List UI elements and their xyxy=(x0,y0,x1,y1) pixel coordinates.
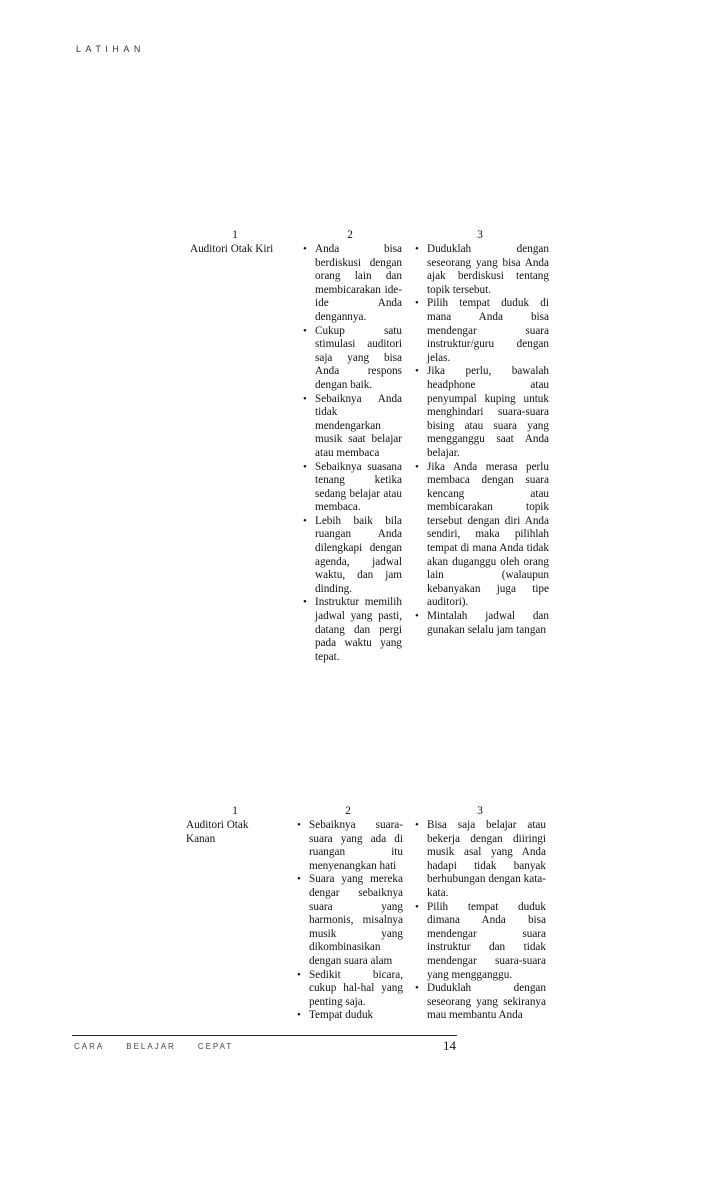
column-number: 1 xyxy=(232,805,238,817)
column-2-list xyxy=(297,819,403,1023)
column-number: 2 xyxy=(347,229,353,241)
list-item: • Sedikit bicara, cukup hal-hal yang penting saja. xyxy=(297,969,403,1010)
page-number: 14 xyxy=(443,1038,456,1053)
list-item: • Duduklah dengan seseorang yang sekiranya mau membantu Anda xyxy=(415,982,546,1023)
list-item: • Jika Anda merasa perlu membaca dengan suara kencang atau membicarakan topik tersebut dengan diri Anda sendiri, maka pilihlah tempat di mana Anda tidak akan duganggu oleh orang lain (walaupun kebanyakan juga tipe auditori). xyxy=(415,461,549,611)
column-number: 3 xyxy=(477,229,483,241)
column-number: 1 xyxy=(232,229,238,241)
list-item: • Cukup satu stimulasi auditori saja yang bisa Anda respons dengan baik. xyxy=(303,325,402,393)
list-item: • Anda bisa berdiskusi dengan orang lain dan membicarakan ide-ide Anda dengannya. xyxy=(303,243,402,325)
column-2-clip xyxy=(297,819,403,1027)
list-item: • Sebaiknya suara-suara yang ada di ruangan itu menyenangkan hati xyxy=(297,819,403,873)
row-label xyxy=(186,819,256,846)
row-label-text: Auditori Otak Kanan xyxy=(186,819,249,845)
list-item: • Sebaiknya Anda tidak mendengarkan musik saat belajar atau membaca xyxy=(303,393,402,461)
footer-word: BELAJAR xyxy=(126,1042,176,1051)
column-2-list xyxy=(303,243,402,664)
list-item: • Duduklah dengan seseorang yang bisa Anda ajak berdiskusi tentang topik tersebut. xyxy=(415,243,549,297)
list-item: • Mintalah jadwal dan gunakan selalu jam tangan xyxy=(415,610,549,637)
list-item: • Lebih baik bila ruangan Anda dilengkapi dengan agenda, jadwal waktu, dan jam dinding. xyxy=(303,515,402,597)
list-item: • Jika perlu, bawalah headphone atau penyumpal kuping untuk menghindari suara-suara bising atau suara yang mengganggu saat Anda belajar. xyxy=(415,365,549,460)
list-item: • Sebaiknya suasana tenang ketika sedang belajar atau membaca. xyxy=(303,461,402,515)
column-3-clip xyxy=(415,819,546,1027)
footer-word: CARA xyxy=(74,1042,105,1051)
footer-book-title xyxy=(74,1042,255,1051)
list-item: • Instruktur memilih jadwal yang pasti, datang dan pergi pada waktu yang tepat. xyxy=(303,596,402,664)
footer-divider xyxy=(72,1035,457,1036)
column-3-list xyxy=(415,819,546,1023)
column-3-list xyxy=(415,243,549,637)
page-header: LATIHAN xyxy=(76,44,145,54)
column-number: 3 xyxy=(477,805,483,817)
list-item: • Bisa saja belajar atau bekerja dengan diiringi musik asal yang Anda hadapi tidak banyak berhubungan dengan kata-kata. xyxy=(415,819,546,901)
footer-word: CEPAT xyxy=(197,1042,234,1051)
column-number: 2 xyxy=(345,805,351,817)
row-label: Auditori Otak Kiri xyxy=(190,243,274,255)
list-item: • Pilih tempat duduk dimana Anda bisa mendengar suara instruktur dan tidak mendengar suara-suara yang mengganggu. xyxy=(415,901,546,983)
list-item: • Pilih tempat duduk di mana Anda bisa mendengar suara instruktur/guru dengan jelas. xyxy=(415,297,549,365)
list-item: • Suara yang mereka dengar sebaiknya suara yang harmonis, misalnya musik yang dikombinasikan dengan suara alam xyxy=(297,873,403,968)
list-item: • Tempat duduk xyxy=(297,1009,403,1023)
